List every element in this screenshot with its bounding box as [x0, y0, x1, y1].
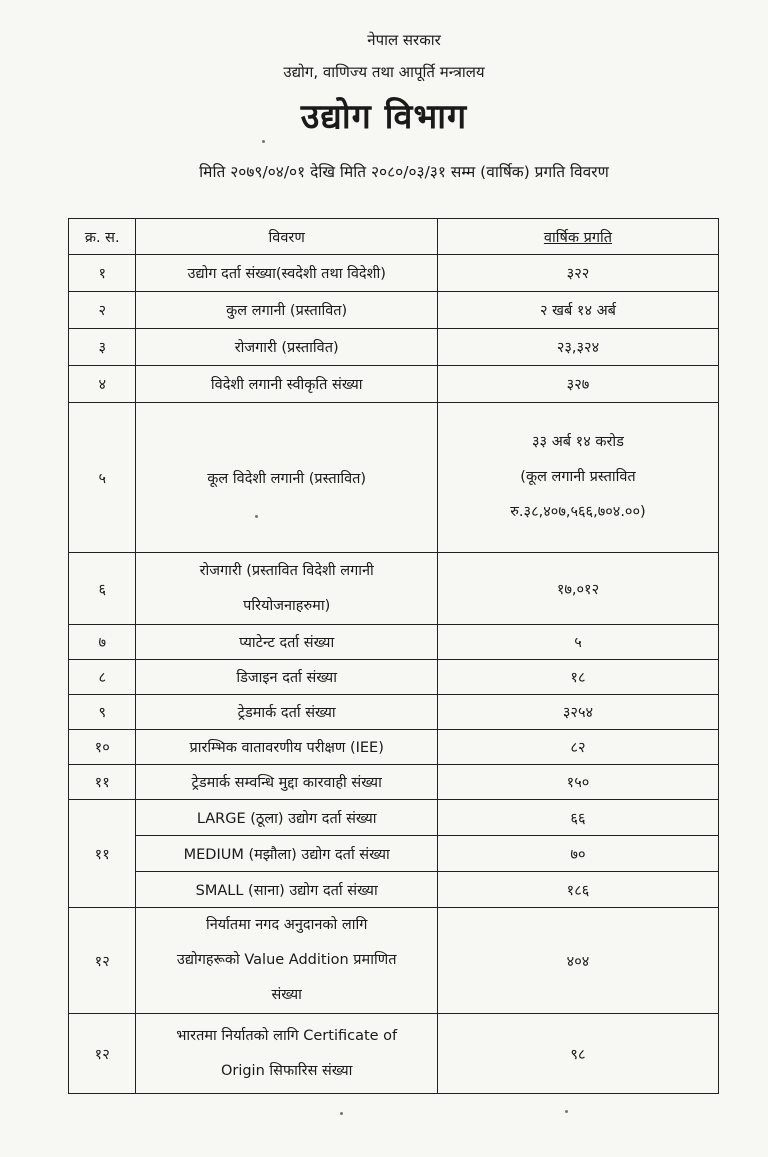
row-value: ८२ — [437, 730, 718, 765]
table-row — [69, 765, 719, 800]
row-serial: ८ — [69, 660, 136, 695]
row-value: १७,०१२ — [437, 553, 718, 625]
scan-speck — [565, 1110, 568, 1113]
row-serial: ९ — [69, 695, 136, 730]
row-serial: २ — [69, 292, 136, 329]
row-value: ४०४ — [437, 908, 718, 1014]
row-description-line: निर्यातमा नगद अनुदानको लागि — [205, 917, 368, 933]
row-value: १८ — [437, 660, 718, 695]
row-serial: ६ — [69, 553, 136, 625]
row-value: २३,३२४ — [437, 329, 718, 366]
row-description: विदेशी लगानी स्वीकृति संख्या — [136, 366, 438, 403]
table-row — [69, 695, 719, 730]
header-description: विवरण — [136, 219, 438, 255]
row-serial: ४ — [69, 366, 136, 403]
ministry-name: उद्योग, वाणिज्य तथा आपूर्ति मन्त्रालय — [283, 63, 485, 81]
row-description-line: उद्योगहरूको Value Addition प्रमाणित — [176, 952, 397, 968]
header-annual-progress-label: वार्षिक प्रगति — [543, 229, 613, 246]
scan-speck — [262, 140, 265, 143]
row-description-line: रोजगारी (प्रस्तावित विदेशी लगानी — [199, 562, 374, 579]
row-description: रोजगारी (प्रस्तावित) — [136, 329, 438, 366]
table-row — [69, 329, 719, 366]
row-description-line: संख्या — [271, 987, 302, 1003]
row-description: ट्रेडमार्क दर्ता संख्या — [136, 695, 438, 730]
table-row — [69, 800, 719, 836]
row-value: ७० — [437, 836, 718, 872]
row-value: २ खर्ब १४ अर्ब — [437, 292, 718, 329]
row-value: १५० — [437, 765, 718, 800]
row-serial: १२ — [69, 1014, 136, 1094]
row-description-line: भारतमा निर्यातको लागि Certificate of — [176, 1027, 398, 1044]
row-value-line: ३३ अर्ब १४ करोड — [532, 434, 624, 450]
scan-speck — [340, 1112, 343, 1115]
row-description-line: परियोजनाहरुमा) — [243, 597, 331, 614]
report-period: मिति २०७९/०४/०१ देखि मिति २०८०/०३/३१ सम्म (वार्षिक) प्रगति विवरण — [199, 163, 609, 181]
progress-table — [68, 218, 719, 1094]
table-row — [69, 836, 719, 872]
row-value: ५ — [437, 625, 718, 660]
row-value: ९८ — [437, 1014, 718, 1094]
header-serial-no: क्र. स. — [69, 219, 136, 255]
government-name: नेपाल सरकार — [367, 31, 441, 49]
table-row — [69, 872, 719, 908]
table-row — [69, 660, 719, 695]
row-description: LARGE (ठूला) उद्योग दर्ता संख्या — [136, 800, 438, 836]
row-serial: ११ — [69, 800, 136, 908]
row-value — [437, 403, 718, 553]
row-serial: ५ — [69, 403, 136, 553]
table-row — [69, 1014, 719, 1094]
row-description — [136, 553, 438, 625]
row-description: डिजाइन दर्ता संख्या — [136, 660, 438, 695]
row-description: कुल लगानी (प्रस्तावित) — [136, 292, 438, 329]
table-row — [69, 403, 719, 553]
row-value-line: रु.३८,४०७,५६६,७०४.००) — [510, 504, 646, 520]
row-description: ट्रेडमार्क सम्वन्धि मुद्दा कारवाही संख्या — [136, 765, 438, 800]
row-serial: ११ — [69, 765, 136, 800]
row-description: कूल विदेशी लगानी (प्रस्तावित) — [136, 403, 438, 553]
row-serial: १२ — [69, 908, 136, 1014]
row-value: १८६ — [437, 872, 718, 908]
row-description — [136, 908, 438, 1014]
row-serial: १० — [69, 730, 136, 765]
row-description: MEDIUM (मझौला) उद्योग दर्ता संख्या — [136, 836, 438, 872]
table-header-row — [69, 219, 719, 255]
table-row — [69, 366, 719, 403]
row-value: ६६ — [437, 800, 718, 836]
table-row — [69, 730, 719, 765]
row-description: उद्योग दर्ता संख्या(स्वदेशी तथा विदेशी) — [136, 255, 438, 292]
row-value: ३२५४ — [437, 695, 718, 730]
table-row — [69, 625, 719, 660]
row-description-line: Origin सिफारिस संख्या — [220, 1062, 353, 1079]
row-description: प्याटेन्ट दर्ता संख्या — [136, 625, 438, 660]
table-row — [69, 553, 719, 625]
row-serial: ७ — [69, 625, 136, 660]
scan-speck — [255, 515, 258, 518]
row-description: SMALL (साना) उद्योग दर्ता संख्या — [136, 872, 438, 908]
table-row — [69, 255, 719, 292]
row-serial: ३ — [69, 329, 136, 366]
department-title: उद्योग विभाग — [300, 97, 468, 137]
row-value: ३२७ — [437, 366, 718, 403]
row-value: ३२२ — [437, 255, 718, 292]
row-description: प्रारम्भिक वातावरणीय परीक्षण (IEE) — [136, 730, 438, 765]
table-row — [69, 908, 719, 1014]
table-row — [69, 292, 719, 329]
row-serial: १ — [69, 255, 136, 292]
row-value-line: (कूल लगानी प्रस्तावित — [520, 469, 636, 485]
row-description — [136, 1014, 438, 1094]
header-annual-progress — [437, 219, 718, 255]
